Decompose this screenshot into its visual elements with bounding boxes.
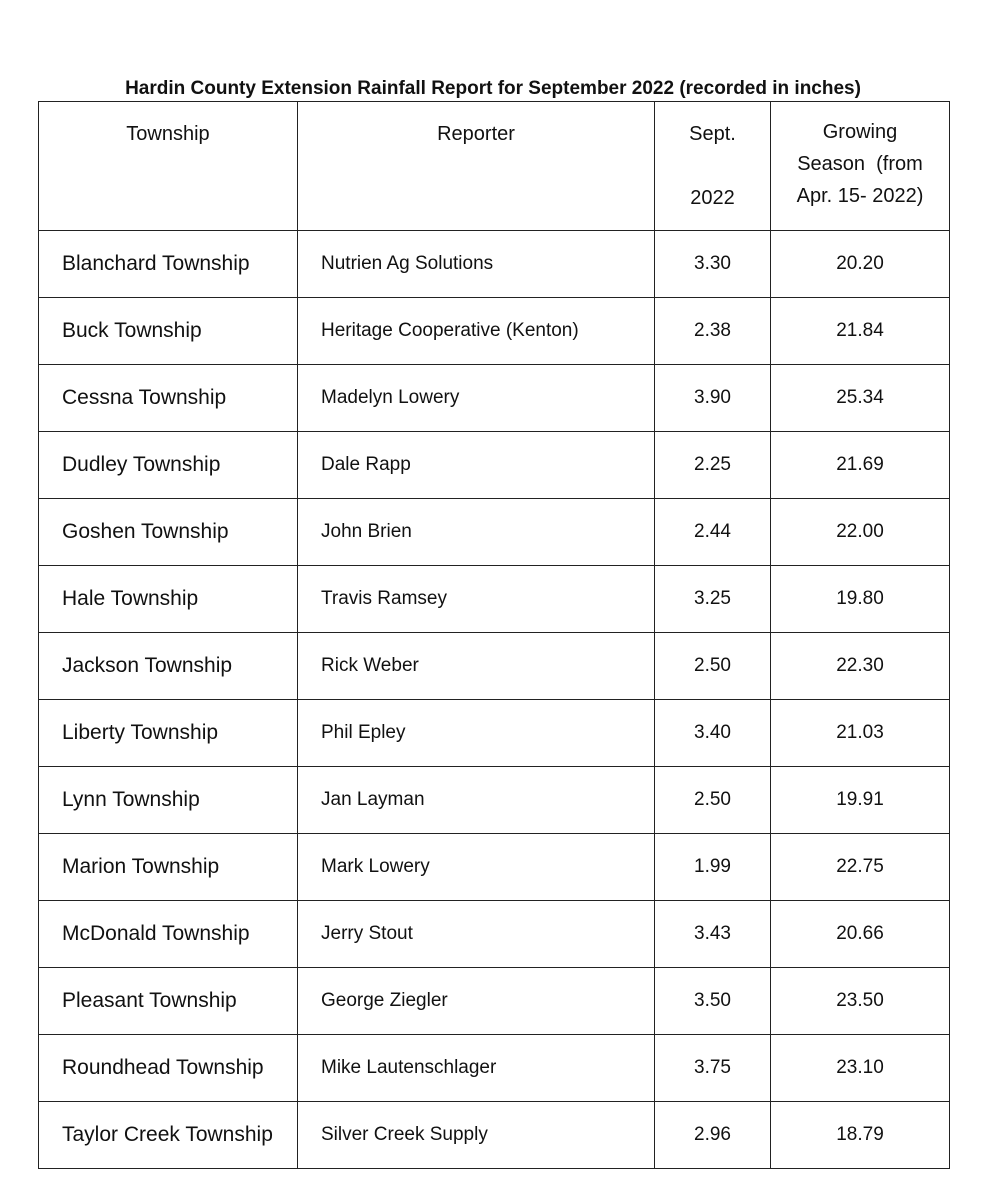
table-row [39,566,950,633]
reporter-cell: George Ziegler [298,968,655,1035]
season-rainfall-cell: 22.75 [771,834,950,901]
township-cell: Dudley Township [39,432,298,499]
sept-rainfall-cell: 3.30 [655,231,771,298]
reporter-cell: Travis Ramsey [298,566,655,633]
sept-rainfall-cell: 2.44 [655,499,771,566]
sept-rainfall-cell: 2.25 [655,432,771,499]
table-row [39,633,950,700]
season-rainfall-cell: 19.91 [771,767,950,834]
rainfall-table [38,101,950,1169]
table-row [39,1102,950,1169]
table-row [39,767,950,834]
township-cell: Pleasant Township [39,968,298,1035]
sept-rainfall-cell: 3.75 [655,1035,771,1102]
township-cell: Hale Township [39,566,298,633]
header-season-line2: Season (from [797,153,923,175]
reporter-cell: Jerry Stout [298,901,655,968]
table-row [39,700,950,767]
reporter-cell: Mike Lautenschlager [298,1035,655,1102]
season-rainfall-cell: 21.84 [771,298,950,365]
township-cell: Roundhead Township [39,1035,298,1102]
sept-rainfall-cell: 3.50 [655,968,771,1035]
header-row [39,102,950,231]
report-title: Hardin County Extension Rainfall Report for September 2022 (recorded in inches) [125,78,861,99]
table-row [39,231,950,298]
township-cell: Lynn Township [39,767,298,834]
season-rainfall-cell: 21.69 [771,432,950,499]
reporter-cell: Heritage Cooperative (Kenton) [298,298,655,365]
township-cell: Liberty Township [39,700,298,767]
sept-rainfall-cell: 2.38 [655,298,771,365]
reporter-cell: Dale Rapp [298,432,655,499]
season-rainfall-cell: 20.20 [771,231,950,298]
township-cell: Goshen Township [39,499,298,566]
table-row [39,298,950,365]
reporter-cell: Nutrien Ag Solutions [298,231,655,298]
township-cell: Buck Township [39,298,298,365]
reporter-cell: Phil Epley [298,700,655,767]
reporter-cell: Rick Weber [298,633,655,700]
season-rainfall-cell: 23.10 [771,1035,950,1102]
sept-rainfall-cell: 3.90 [655,365,771,432]
header-season-line3: Apr. 15- 2022) [796,185,924,207]
table-row [39,432,950,499]
season-rainfall-cell: 20.66 [771,901,950,968]
sept-rainfall-cell: 3.40 [655,700,771,767]
township-cell: Taylor Creek Township [39,1102,298,1169]
reporter-cell: John Brien [298,499,655,566]
header-reporter: Reporter [298,102,655,231]
table-row [39,499,950,566]
sept-rainfall-cell: 2.50 [655,633,771,700]
reporter-cell: Silver Creek Supply [298,1102,655,1169]
header-sept-year: 2022 [690,187,735,209]
sept-rainfall-cell: 2.96 [655,1102,771,1169]
township-cell: McDonald Township [39,901,298,968]
township-cell: Cessna Township [39,365,298,432]
table-row [39,834,950,901]
season-rainfall-cell: 22.00 [771,499,950,566]
header-township: Township [39,102,298,231]
sept-rainfall-cell: 1.99 [655,834,771,901]
season-rainfall-cell: 23.50 [771,968,950,1035]
sept-rainfall-cell: 2.50 [655,767,771,834]
township-cell: Jackson Township [39,633,298,700]
reporter-cell: Mark Lowery [298,834,655,901]
season-rainfall-cell: 21.03 [771,700,950,767]
reporter-cell: Jan Layman [298,767,655,834]
header-growing-season [771,102,950,231]
sept-rainfall-cell: 3.43 [655,901,771,968]
township-cell: Marion Township [39,834,298,901]
table-body [39,231,950,1169]
header-season-line1: Growing [822,121,898,143]
table-row [39,1035,950,1102]
table-row [39,968,950,1035]
season-rainfall-cell: 18.79 [771,1102,950,1169]
season-rainfall-cell: 19.80 [771,566,950,633]
header-sept-label: Sept. [689,123,736,145]
header-sept-2022 [655,102,771,231]
season-rainfall-cell: 22.30 [771,633,950,700]
table-row [39,901,950,968]
season-rainfall-cell: 25.34 [771,365,950,432]
sept-rainfall-cell: 3.25 [655,566,771,633]
table-row [39,365,950,432]
reporter-cell: Madelyn Lowery [298,365,655,432]
township-cell: Blanchard Township [39,231,298,298]
